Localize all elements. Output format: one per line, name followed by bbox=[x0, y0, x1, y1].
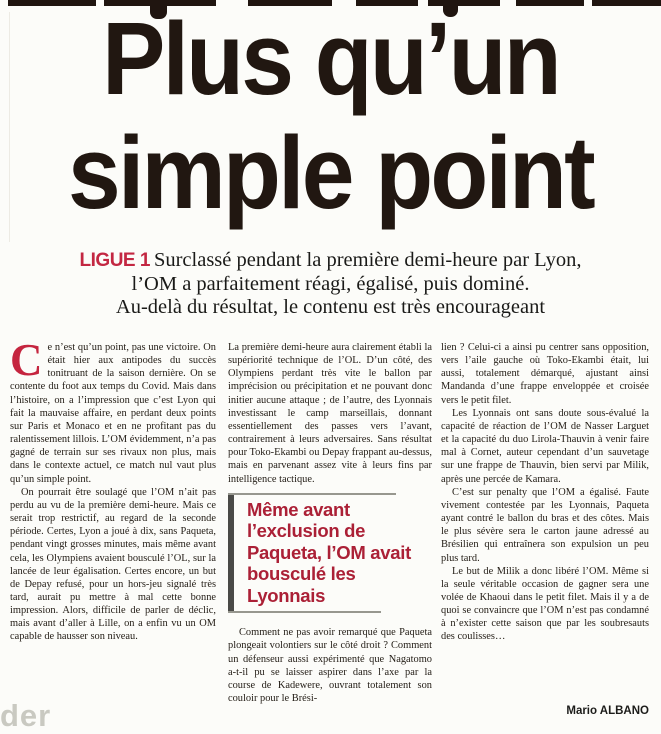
paragraph: C’est sur penalty que l’OM a égalisé. Faute vivement contestée par les Lyonnais, Paqueta ayant contré le ballon du bras et des côtes. Mais le plus sévère sera le carton jaune adressé au Brésilien qui entraînera son expulsion un peu plus tard. bbox=[441, 486, 649, 564]
standfirst-text-1: Surclassé pendant la première demi-heure par Lyon, bbox=[153, 249, 582, 271]
standfirst-line-1 bbox=[18, 249, 643, 273]
paragraph: lien ? Celui-ci a ainsi pu centrer sans opposition, vers l’aile gauche où Toko-Ekambi était, lui aussi, totalement démarqué, ajustant ainsi Mandanda d’une frappe enveloppée et croisée vers le petit filet. bbox=[441, 342, 649, 406]
body-column-2 bbox=[228, 341, 432, 725]
body-column-1 bbox=[10, 341, 216, 725]
paragraph-text: e n’est qu’un point, pas une victoire. On était hier aux antipodes du succès tonitruant de la saison dernière. On se contente du foot aux temps du Covid. Mais dans l’histoire, on a l’impression que c’est Lyon qui fait la mauvaise affaire, en perdant deux points sur Paris et Monaco et en ne profitant pas du ralentissement lillois. L’OM évidemment, n’a pas gagné de terrain sur ses rivaux non plus, mais dans le contexte actuel, ce match nul vaut plus qu’un simple point. bbox=[10, 342, 216, 485]
watermark-text: der bbox=[0, 698, 52, 733]
headline-line-2: simple point bbox=[68, 115, 593, 230]
paragraph bbox=[10, 341, 216, 486]
paragraph: On pourrait être soulagé que l’OM n’ait pas perdu au vu de la première demi-heure. Mais ce serait trop restrictif, au regard de la seconde période. Certes, Lyon a joué à dix, sans Paqueta, pendant vingt grosses minutes, mais même avant cela, les Olympiens avaient bousculé l’OL, sur la lancée de leur égalisation. Certes encore, un but de Depay refusé, pour un hors-jeu signalé très tard, aurait pu mettre à mal cette bonne impression. Alors, difficile de parler de déclic, mais avant d’aller à Lille, on a enfin vu un OM capable de hausser son niveau. bbox=[10, 486, 216, 643]
paragraph: Comment ne pas avoir remarqué que Paqueta plongeait volontiers sur le côté droit ? Comment un défenseur aussi expérimenté que Nagatomo a-t-il pu se laisser aspirer dans l’axe par la course de Kadewere, ouvrant totalement son couloir pour le Brési- bbox=[228, 627, 432, 704]
pull-quote: Même avant l’exclusion de Paqueta, l’OM avait bousculé les Lyonnais bbox=[228, 493, 432, 614]
paragraph: La première demi-heure aura clairement établi la supériorité technique de l’OL. D’un côté, des Olympiens perdant très vite le ballon par imprécision ou précipitation et ne pouvant donc initier aucune attaque ; de l’autre, des Lyonnais investissant le camp marseillais, donnant essentiellement des passes vers l’avant, contrairement à leurs adversaires. Sans résultat pour Toko-Ekambi ou Depay frappant au-dessus, mais en parvenant assez vite à leurs fins par intelligence tactique. bbox=[228, 342, 432, 485]
drop-cap: C bbox=[10, 341, 43, 385]
standfirst-line-3: Au-delà du résultat, le contenu est très encourageant bbox=[115, 296, 546, 318]
paragraph: Le but de Milik a donc libéré l’OM. Même si la seule véritable occasion de gagner sera une volée de Khaoui dans le petit filet. Mais il y a de quoi se convaincre que l’OM n’est pas condamné à n’exister cette saison que par les soubresauts des coulisses… bbox=[441, 565, 649, 643]
section-kicker: LIGUE 1 bbox=[79, 250, 150, 271]
standfirst-line-2: l’OM a parfaitement réagi, égalisé, puis dominé. bbox=[131, 272, 530, 295]
paragraph: Les Lyonnais ont sans doute sous-évalué la capacité de réaction de l’OM de Nasser Larguet et la capacité du duo Lirola-Thauvin à venir faire mal à Cornet, auteur cependant d’un sauvetage sur une frappe de Thauvin, bien servi par Milik, après une percée de Kamara. bbox=[441, 407, 649, 485]
article-standfirst bbox=[18, 249, 643, 320]
headline-line-1: Plus qu’un bbox=[102, 1, 559, 116]
body-column-3 bbox=[441, 341, 649, 725]
byline: Mario ALBANO bbox=[566, 705, 649, 717]
article-headline bbox=[0, 2, 661, 230]
